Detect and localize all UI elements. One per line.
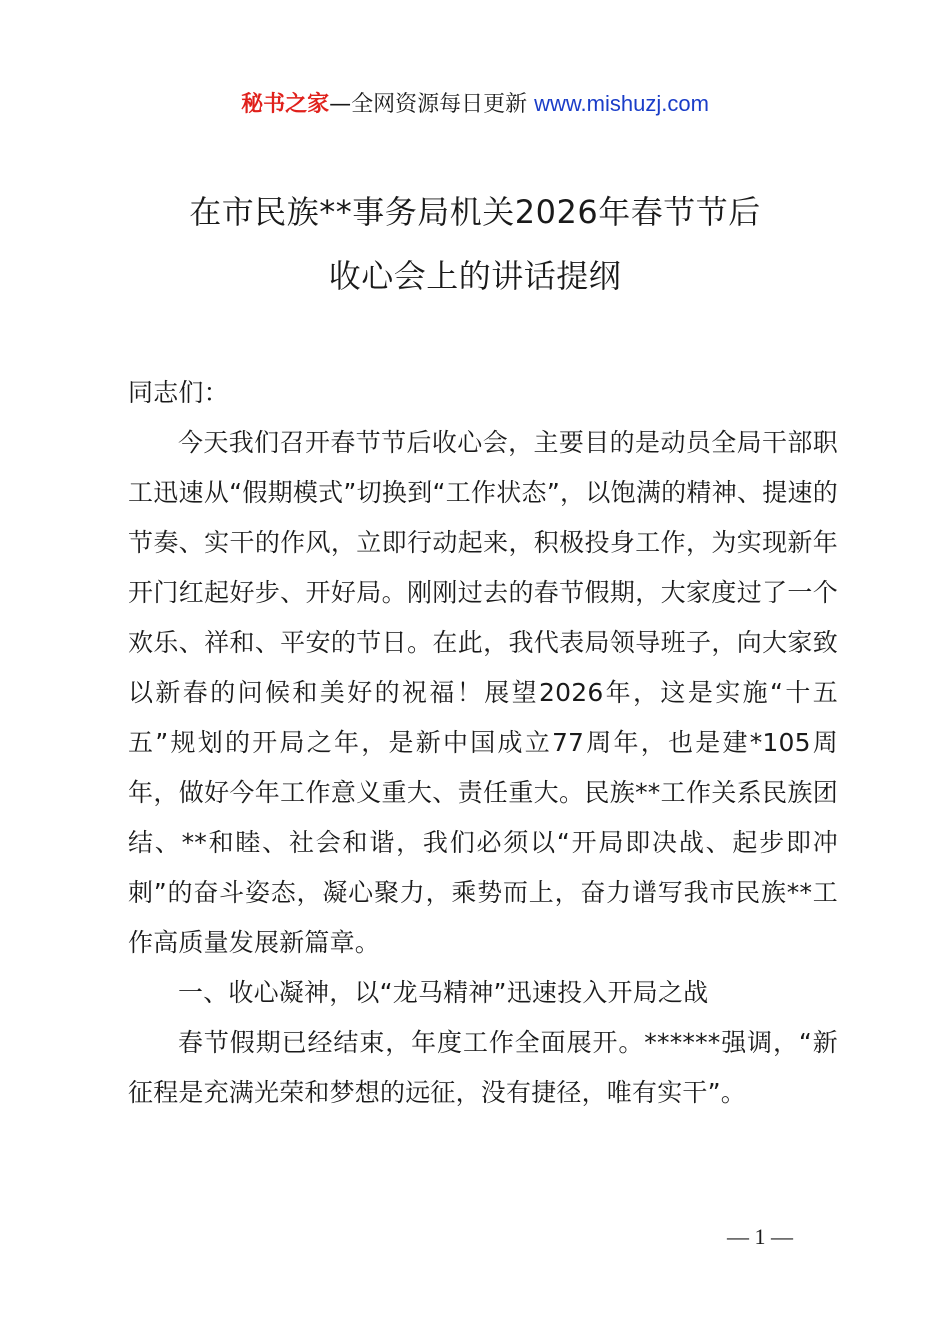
salutation: 同志们： <box>128 378 229 407</box>
site-header <box>0 88 950 121</box>
header-tagline: —全网资源每日更新 <box>329 92 535 117</box>
document-title <box>0 180 950 308</box>
page-number: — 1 — <box>727 1224 793 1249</box>
title-line-1: 在市民族**事务局机关2026年春节节后 <box>189 193 761 231</box>
paragraph-section1: 春节假期已经结束，年度工作全面展开。******强调，“新征程是充满光荣和梦想的远征，没有捷径，唯有实干”。 <box>128 1028 838 1107</box>
title-line-2: 收心会上的讲话提纲 <box>328 257 622 295</box>
document-body <box>128 368 838 1118</box>
site-url-link[interactable]: www.mishuzj.com <box>534 91 709 116</box>
paragraph-intro: 今天我们召开春节节后收心会，主要目的是动员全局干部职工迅速从“假期模式”切换到“工作状态”，以饱满的精神、提速的节奏、实干的作风，立即行动起来，积极投身工作，为实现新年开门红起好步、开好局。刚刚过去的春节假期，大家度过了一个欢乐、祥和、平安的节日。在此，我代表局领导班子，向大家致以新春的问候和美好的祝福！展望2026年，这是实施“十五五”规划的开局之年，是新中国成立77周年，也是建*105周年，做好今年工作意义重大、责任重大。民族**工作关系民族团结、**和睦、社会和谐，我们必须以“开局即决战、起步即冲刺”的奋斗姿态，凝心聚力，乘势而上，奋力谱写我市民族**工作高质量发展新篇章。 <box>128 428 838 957</box>
section-heading-1: 一、收心凝神，以“龙马精神”迅速投入开局之战 <box>178 978 709 1007</box>
brand-name: 秘书之家 <box>241 92 330 117</box>
